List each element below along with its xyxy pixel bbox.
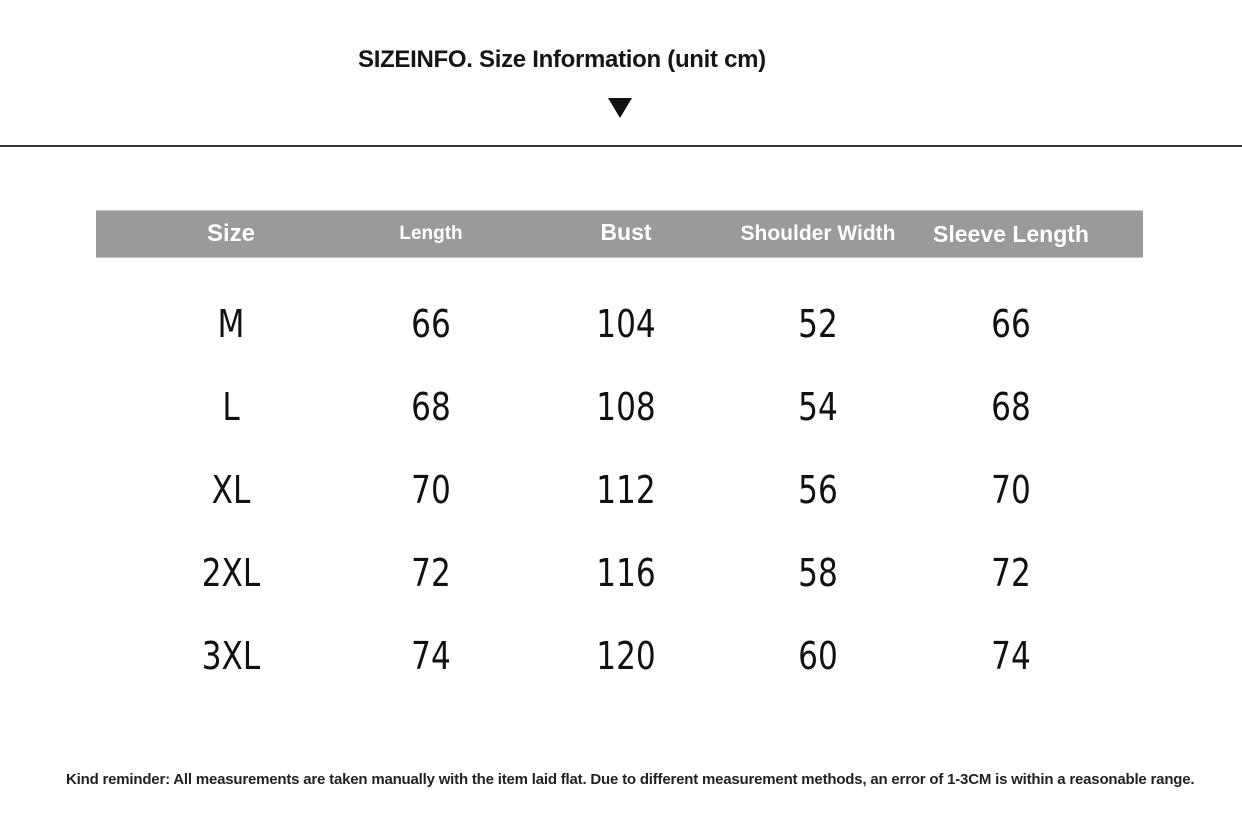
table-row	[96, 449, 1143, 532]
cell-bust: 120	[596, 634, 656, 678]
cell-length: 72	[411, 551, 451, 595]
cell-size: XL	[211, 468, 251, 512]
table-header-row	[96, 210, 1143, 258]
header-sleeve-length: Sleeve Length	[933, 221, 1089, 247]
cell-bust: 108	[596, 385, 656, 429]
cell-sleeve-length: 68	[991, 385, 1031, 429]
cell-bust: 112	[596, 468, 656, 512]
header-size: Size	[206, 220, 256, 247]
cell-sleeve-length: 70	[991, 468, 1031, 512]
size-table	[96, 210, 1143, 698]
cell-sleeve-length: 74	[991, 634, 1031, 678]
cell-length: 70	[411, 468, 451, 512]
cell-size: 3XL	[201, 634, 261, 678]
cell-sleeve-length: 66	[991, 302, 1031, 346]
cell-sleeve-length: 72	[991, 551, 1031, 595]
cell-bust: 104	[596, 302, 656, 346]
cell-shoulder-width: 54	[798, 385, 838, 429]
header-bust: Bust	[600, 219, 652, 245]
cell-shoulder-width: 52	[798, 302, 838, 346]
cell-size: 2XL	[201, 551, 261, 595]
cell-shoulder-width: 56	[798, 468, 838, 512]
divider	[0, 145, 1242, 147]
table-row	[96, 532, 1143, 615]
cell-length: 74	[411, 634, 451, 678]
header-length: Length	[399, 223, 463, 244]
triangle-down-icon	[608, 98, 632, 118]
cell-shoulder-width: 60	[798, 634, 838, 678]
cell-length: 68	[411, 385, 451, 429]
table-row	[96, 615, 1143, 698]
header-shoulder-width: Shoulder Width	[740, 222, 896, 245]
cell-bust: 116	[596, 551, 656, 595]
cell-shoulder-width: 58	[798, 551, 838, 595]
page-title: SIZEINFO. Size Information (unit cm)	[358, 46, 766, 73]
cell-size: M	[217, 302, 245, 346]
kind-reminder-note: Kind reminder: All measurements are taken manually with the item laid flat. Due to different measurement methods, an error of 1-3CM is within a reasonable range.	[66, 771, 1195, 788]
table-row	[96, 366, 1143, 449]
table-row	[96, 283, 1143, 366]
cell-length: 66	[411, 302, 451, 346]
cell-size: L	[222, 385, 240, 429]
